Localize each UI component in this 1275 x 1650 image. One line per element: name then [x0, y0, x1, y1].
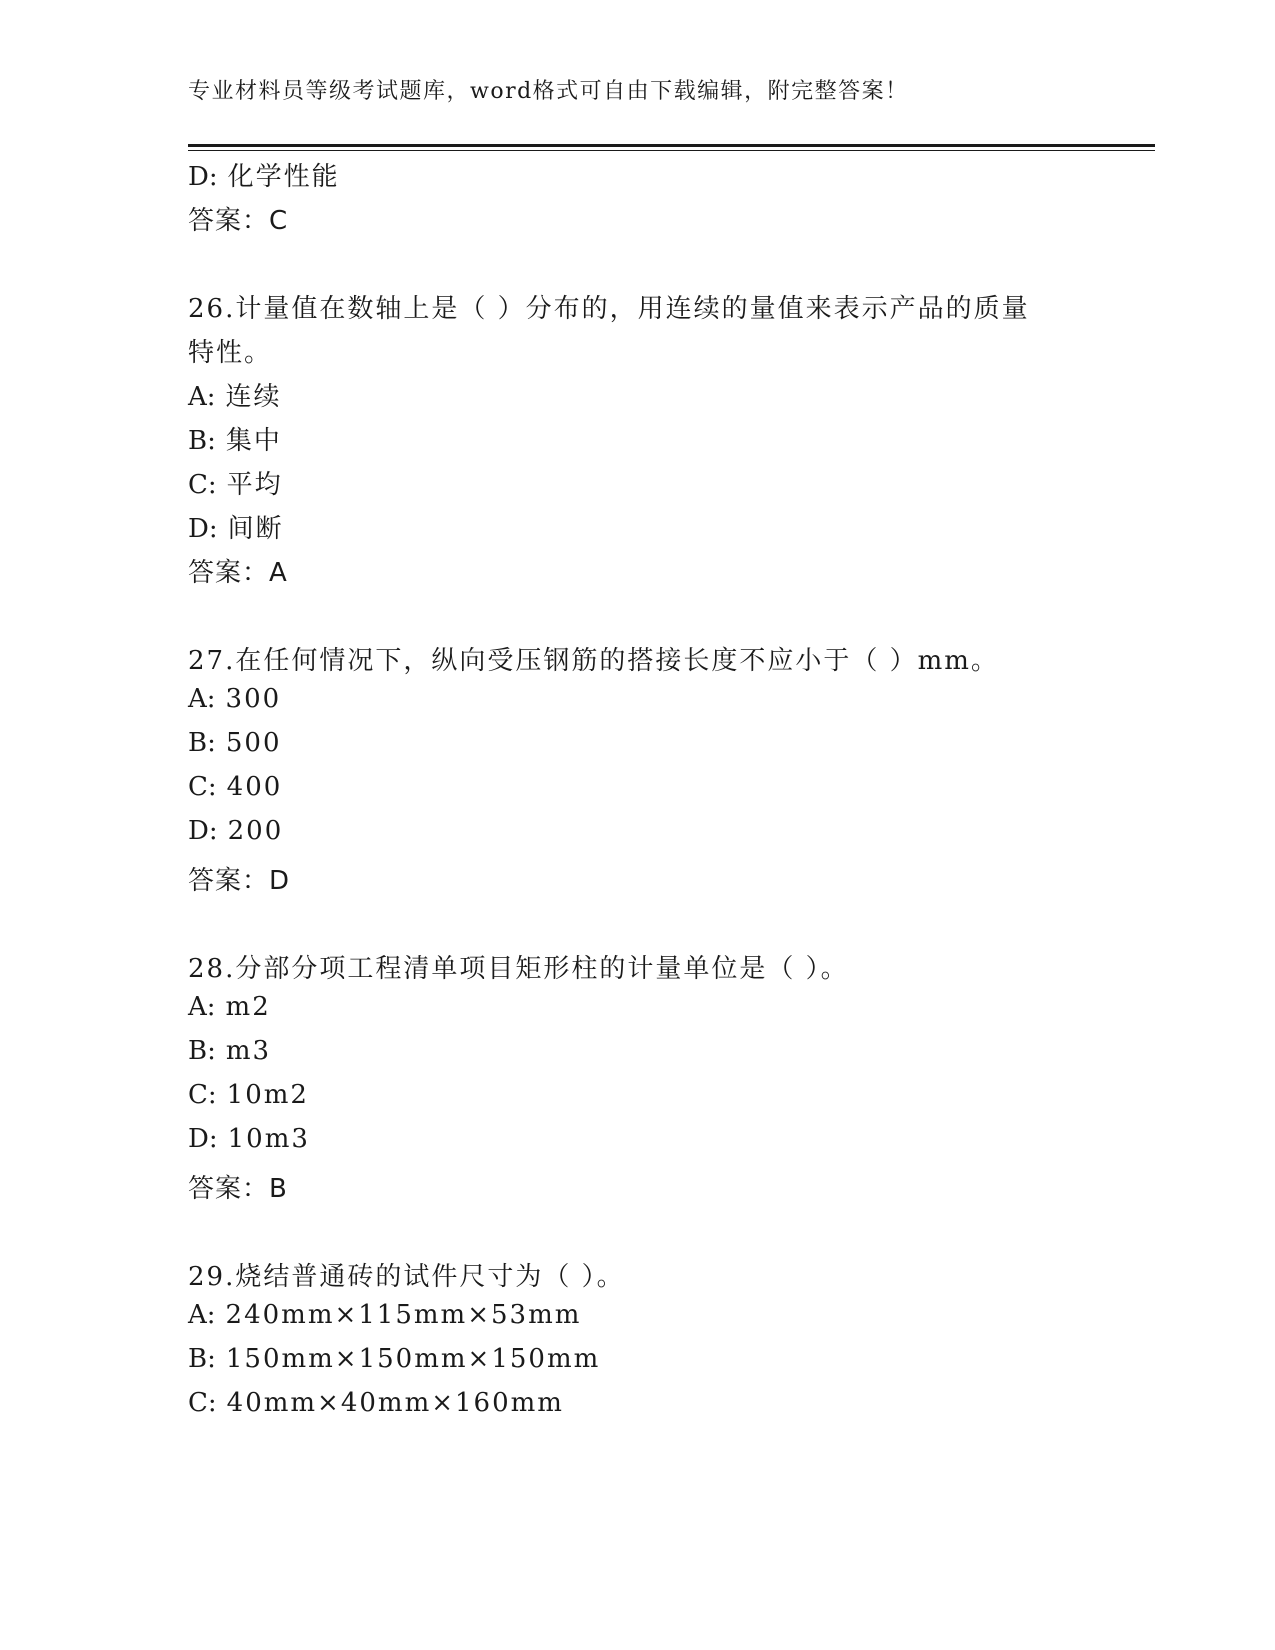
option-a: [188, 376, 282, 413]
option-b: [188, 1344, 600, 1374]
option-c: [188, 1388, 564, 1418]
option-text: 10m2: [226, 1080, 309, 1110]
question-stem: 26.计量值在数轴上是（ ）分布的，用连续的量值来表示产品的质量: [188, 294, 1030, 324]
option-label: C:: [188, 1080, 217, 1110]
question-stem-continued: 特性。: [188, 338, 273, 368]
option-text: 连续: [225, 382, 282, 412]
page-header: 专业材料员等级考试题库，word格式可自由下载编辑，附完整答案！: [188, 79, 909, 104]
option-label: C:: [188, 772, 217, 802]
option-text: 150mm×150mm×150mm: [225, 1344, 601, 1374]
option-a: [188, 992, 271, 1022]
option-c: [188, 1080, 309, 1110]
option-label: A:: [188, 684, 216, 714]
answer-line: 答案：B: [188, 1174, 288, 1204]
option-text: 集中: [225, 426, 282, 456]
option-label: B:: [188, 728, 216, 758]
option-label: B:: [188, 426, 216, 456]
option-label: D:: [188, 162, 218, 192]
option-text: 平均: [226, 470, 283, 500]
option-a: [188, 684, 281, 714]
option-label: C:: [188, 1388, 217, 1418]
option-text: 240mm×115mm×53mm: [225, 1300, 582, 1330]
answer-line: 答案：D: [188, 866, 291, 896]
option-text: m2: [225, 992, 271, 1022]
option-d: [188, 508, 284, 545]
option-text: 间断: [227, 514, 284, 544]
option-text: m3: [225, 1036, 272, 1066]
option-b: [188, 420, 282, 457]
option-text: 400: [226, 772, 283, 802]
option-text: 500: [225, 728, 282, 758]
option-text: 40mm×40mm×160mm: [226, 1388, 564, 1418]
option-text: 10m3: [227, 1124, 310, 1154]
option-label: B:: [188, 1344, 216, 1374]
header-divider-thin: [188, 150, 1155, 151]
option-d: [188, 1124, 310, 1154]
option-a: [188, 1300, 581, 1330]
option-b: [188, 728, 282, 758]
option-text: 300: [225, 684, 282, 714]
option-label: A:: [188, 1300, 216, 1330]
option-text: 化学性能: [227, 162, 340, 192]
option-b: [188, 1036, 271, 1066]
option-label: C:: [188, 470, 217, 500]
header-divider-thick: [188, 144, 1155, 147]
question-stem: 28.分部分项工程清单项目矩形柱的计量单位是（ ）。: [188, 954, 849, 984]
question-stem: 29.烧结普通砖的试件尺寸为（ ）。: [188, 1262, 625, 1292]
option-label: A:: [188, 382, 216, 412]
option-d: [188, 816, 283, 846]
option-text: 200: [227, 816, 284, 846]
option-label: D:: [188, 514, 218, 544]
option-label: B:: [188, 1036, 216, 1066]
option-label: A:: [188, 992, 216, 1022]
option-d: [188, 156, 340, 193]
option-c: [188, 464, 283, 501]
answer-line: 答案：A: [188, 558, 288, 588]
question-stem: 27.在任何情况下，纵向受压钢筋的搭接长度不应小于（ ）mm。: [188, 646, 999, 676]
option-c: [188, 772, 282, 802]
answer-line: 答案：C: [188, 206, 289, 236]
option-label: D:: [188, 816, 218, 846]
option-label: D:: [188, 1124, 218, 1154]
